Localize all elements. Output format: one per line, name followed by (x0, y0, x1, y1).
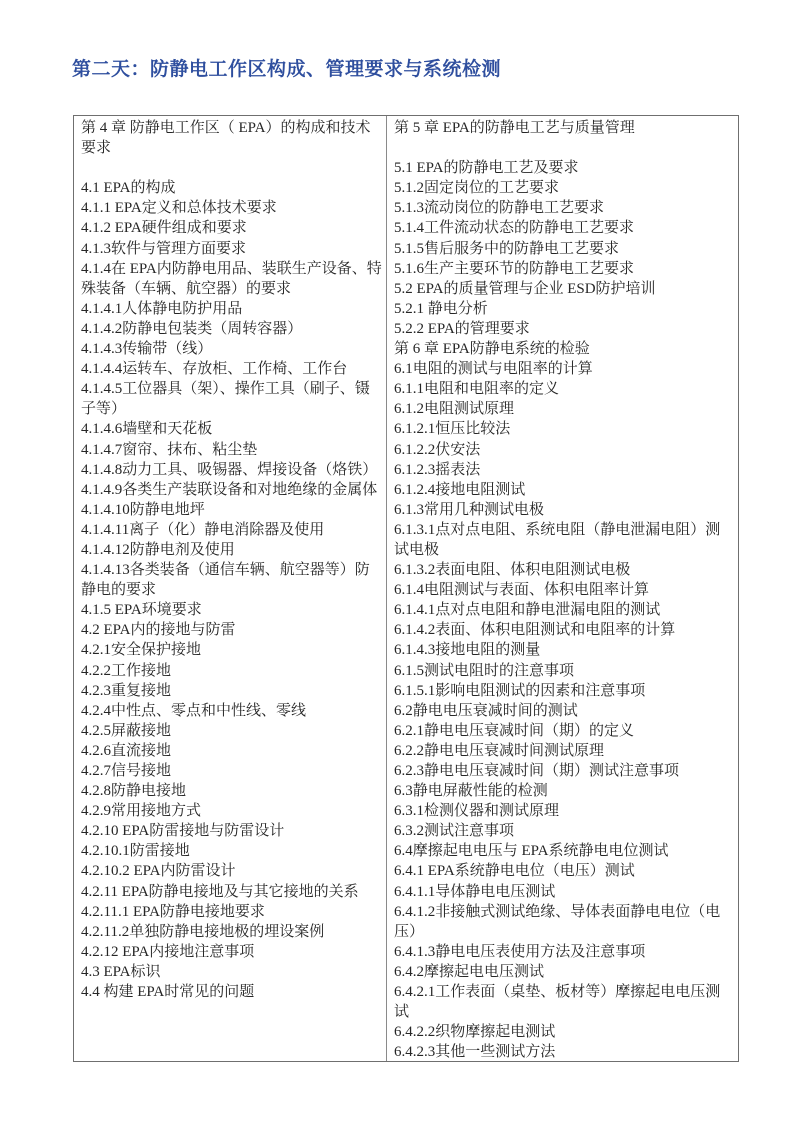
toc-line: 6.3静电屏蔽性能的检测 (394, 783, 548, 800)
toc-line: 6.1.2.3摇表法 (394, 461, 481, 478)
toc-line: 5.2.1 静电分析 (394, 300, 488, 317)
toc-line: 第 6 章 EPA防静电系统的检验 (394, 341, 590, 358)
toc-line: 5.1.6生产主要环节的防静电工艺要求 (394, 260, 635, 277)
toc-line: 4.1 EPA的构成 (81, 180, 176, 197)
toc-line: 4.1.4.2防静电包装类（周转容器） (81, 320, 303, 337)
toc-line: 4.1.4.11离子（化）静电消除器及使用 (81, 521, 325, 538)
toc-line: 6.1.2电阻测试原理 (394, 401, 515, 418)
toc-line: 6.3.1检测仪器和测试原理 (394, 803, 560, 820)
toc-line: 4.1.4.4运转车、存放柜、工作椅、工作台 (81, 361, 348, 378)
toc-line: 4.1.4.1人体静电防护用品 (81, 300, 243, 317)
toc-line: 6.4摩擦起电电压与 EPA系统静电电位测试 (394, 843, 669, 860)
toc-line: 6.1.2.2伏安法 (394, 441, 481, 458)
toc-line: 5.1 EPA的防静电工艺及要求 (394, 160, 579, 177)
toc-column-chapter5-6 (387, 116, 738, 1061)
toc-line: 5.2.2 EPA的管理要求 (394, 320, 530, 337)
toc-line: 4.2.5屏蔽接地 (81, 722, 172, 739)
toc-blank-line (81, 158, 382, 178)
toc-line: 4.2 EPA内的接地与防雷 (81, 622, 236, 639)
toc-line: 6.1.3.1点对点电阻、系统电阻（静电泄漏电阻）测试电极 (394, 521, 721, 558)
page-title: 第二天：防静电工作区构成、管理要求与系统检测 (72, 59, 502, 80)
toc-line: 6.1.5.1影响电阻测试的因素和注意事项 (394, 682, 646, 699)
toc-column-chapter4 (74, 116, 387, 1061)
toc-line: 6.4.2.1工作表面（桌垫、板材等）摩擦起电电压测试 (394, 984, 721, 1021)
toc-line: 6.1.4.2表面、体积电阻测试和电阻率的计算 (394, 622, 676, 639)
toc-line: 第 5 章 EPA的防静电工艺与质量管理 (394, 120, 635, 136)
toc-line: 6.1.1电阻和电阻率的定义 (394, 381, 560, 398)
toc-line: 6.1.3常用几种测试电极 (394, 501, 545, 518)
toc-line: 6.1.4.3接地电阻的测量 (394, 642, 541, 659)
toc-line: 4.1.4.10防静电地坪 (81, 501, 205, 518)
toc-line: 6.2.2静电电压衰减时间测试原理 (394, 742, 605, 759)
toc-line: 4.2.10.1防雷接地 (81, 843, 190, 860)
toc-line: 4.2.10.2 EPA内防雷设计 (81, 863, 236, 880)
toc-line: 4.2.11 EPA防静电接地及与其它接地的关系 (81, 883, 359, 900)
toc-line: 4.2.2工作接地 (81, 662, 172, 679)
toc-line: 4.2.12 EPA内接地注意事项 (81, 943, 255, 960)
toc-line: 4.3 EPA标识 (81, 963, 161, 980)
toc-line: 6.4.1.2非接触式测试绝缘、导体表面静电电位（电压） (394, 903, 721, 940)
toc-line: 5.2 EPA的质量管理与企业 ESD防护培训 (394, 280, 656, 297)
toc-line: 6.4.1.1导体静电电压测试 (394, 883, 556, 900)
toc-line: 6.2.3静电电压衰减时间（期）测试注意事项 (394, 763, 680, 779)
toc-line: 6.1.2.1恒压比较法 (394, 421, 511, 438)
toc-line: 6.1.5测试电阻时的注意事项 (394, 662, 575, 679)
toc-line: 4.1.4.6墙壁和天花板 (81, 421, 213, 438)
toc-line: 6.4.2摩擦起电电压测试 (394, 963, 545, 980)
toc-line: 6.1.2.4接地电阻测试 (394, 481, 526, 498)
toc-line: 4.2.8防静电接地 (81, 783, 187, 800)
toc-line: 6.4.1 EPA系统静电电位（电压）测试 (394, 863, 635, 880)
toc-line: 4.2.3重复接地 (81, 682, 172, 699)
toc-line: 4.4 构建 EPA时常见的问题 (81, 984, 255, 1001)
toc-line: 4.2.6直流接地 (81, 742, 172, 759)
toc-line: 6.3.2测试注意事项 (394, 823, 515, 840)
toc-line: 4.1.4.5工位器具（架）、操作工具（刷子、镊子等） (81, 381, 370, 418)
toc-line: 6.4.1.3静电电压表使用方法及注意事项 (394, 943, 646, 960)
toc-line: 6.1电阻的测试与电阻率的计算 (394, 361, 593, 378)
toc-line: 6.1.3.2表面电阻、体积电阻测试电极 (394, 562, 631, 579)
toc-line: 4.2.10 EPA防雷接地与防雷设计 (81, 823, 285, 840)
toc-line: 4.1.3软件与管理方面要求 (81, 240, 247, 257)
toc-line: 4.1.4.13各类装备（通信车辆、航空器等）防静电的要求 (81, 562, 370, 599)
toc-line: 6.2.1静电电压衰减时间（期）的定义 (394, 722, 635, 739)
toc-line: 6.1.4.1点对点电阻和静电泄漏电阻的测试 (394, 602, 661, 619)
toc-line: 4.1.4.9各类生产装联设备和对地绝缘的金属体 (81, 481, 378, 498)
toc-line: 6.4.2.2织物摩擦起电测试 (394, 1024, 556, 1041)
toc-line: 4.2.11.1 EPA防静电接地要求 (81, 903, 265, 920)
toc-line: 4.1.4.7窗帘、抹布、粘尘垫 (81, 441, 258, 458)
toc-table (73, 115, 739, 1062)
toc-line: 4.2.9常用接地方式 (81, 803, 202, 820)
toc-line: 4.2.4中性点、零点和中性线、零线 (81, 702, 307, 719)
toc-line: 4.1.2 EPA硬件组成和要求 (81, 220, 247, 237)
toc-line: 第 4 章 防静电工作区（ EPA）的构成和技术要求 (81, 120, 371, 157)
toc-line: 4.2.1安全保护接地 (81, 642, 202, 659)
toc-line: 6.2静电电压衰减时间的测试 (394, 702, 578, 719)
toc-line: 4.2.11.2单独防静电接地极的埋设案例 (81, 923, 325, 940)
toc-blank-line (394, 138, 734, 158)
toc-line: 5.1.5售后服务中的防静电工艺要求 (394, 240, 620, 257)
toc-line: 4.1.1 EPA定义和总体技术要求 (81, 200, 277, 217)
toc-line: 5.1.4工件流动状态的防静电工艺要求 (394, 220, 635, 237)
toc-line: 5.1.2固定岗位的工艺要求 (394, 180, 560, 197)
toc-line: 4.1.5 EPA环境要求 (81, 602, 202, 619)
toc-line: 6.4.2.3其他一些测试方法 (394, 1044, 556, 1061)
toc-line: 6.1.4电阻测试与表面、体积电阻率计算 (394, 582, 650, 599)
toc-line: 4.1.4.12防静电剂及使用 (81, 541, 235, 558)
toc-line: 4.1.4.8动力工具、吸锡器、焊接设备（烙铁） (81, 461, 378, 478)
toc-line: 4.1.4.3传输带（线） (81, 341, 213, 358)
toc-line: 4.1.4在 EPA内防静电用品、装联生产设备、特殊装备（车辆、航空器）的要求 (81, 260, 382, 297)
toc-line: 4.2.7信号接地 (81, 763, 172, 779)
toc-line: 5.1.3流动岗位的防静电工艺要求 (394, 200, 605, 217)
